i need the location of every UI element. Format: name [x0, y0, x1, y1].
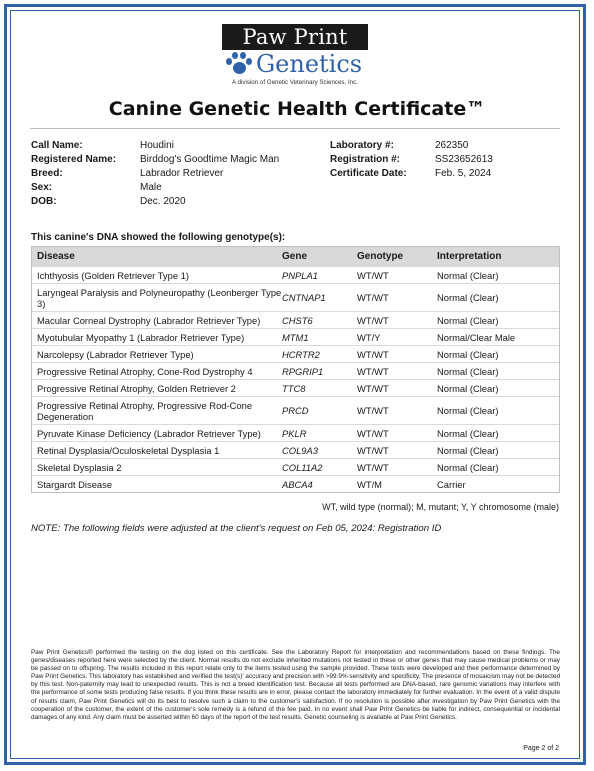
lab-number-label: Laboratory #: [330, 140, 394, 151]
disease-cell: Progressive Retinal Atrophy, Golden Retriever 2 [37, 382, 236, 394]
lab-number-value: 262350 [435, 140, 469, 151]
interpretation-cell: Normal (Clear) [437, 382, 499, 394]
dob-value: Dec. 2020 [140, 196, 186, 207]
sex-value: Male [140, 182, 162, 193]
page-number: Page 2 of 2 [523, 745, 559, 752]
adjustment-note: NOTE: The following fields were adjusted at the client's request on Feb 05, 2024: Registration ID [31, 523, 442, 534]
gene-cell: COL11A2 [282, 461, 323, 473]
dob-label: DOB: [31, 196, 57, 207]
dog-info [31, 139, 279, 209]
certificate-date-label: Certificate Date: [330, 168, 407, 179]
genotype-cell: WT/WT [357, 314, 389, 326]
disease-cell: Macular Corneal Dystrophy (Labrador Retriever Type) [37, 314, 261, 326]
disease-cell: Pyruvate Kinase Deficiency (Labrador Retriever Type) [37, 427, 261, 439]
breed-label: Breed: [31, 168, 63, 179]
paw-print-genetics-logo [222, 24, 368, 88]
paw-icon [224, 51, 254, 77]
table-row [32, 345, 559, 362]
gene-cell: TTC8 [282, 382, 306, 394]
certificate-title: Canine Genetic Health Certificate™ [108, 98, 486, 120]
gene-cell: PKLR [282, 427, 307, 439]
table-row [32, 362, 559, 379]
genotype-legend: WT, wild type (normal); M, mutant; Y, Y chromosome (male) [322, 502, 559, 512]
header-interpretation: Interpretation [437, 251, 502, 262]
table-row [32, 441, 559, 458]
gene-cell: ABCA4 [282, 478, 313, 490]
logo-wordmark-top: Paw Print [222, 24, 368, 50]
table-row [32, 475, 559, 492]
logo-wordmark-bottom: Genetics [256, 50, 363, 78]
genotype-cell: WT/WT [357, 382, 389, 394]
table-row [32, 266, 559, 283]
legal-disclaimer: Paw Print Genetics® performed the testing on the dog listed on this certificate. See the Laboratory Report for interpretation and recommendations based on these findings. The genes/diseases reported here were selected by the client. Normal results do not exclude inherited mutations not tested in these or other genes that may cause medical problems or may be passed on to offspring. The results included in this report relate only to the items tested using the sample provided. These tests were developed and their performance determined by Paw Print Genetics. This laboratory has established and verified the test(s)' accuracy and precision with >99.9% sensitivity and specificity. The presence of mosaicism may not be detected by this test. Non-paternity may lead to unexpected results. This is not a breed identification test. Because all tests performed are DNA-based, rare genomic variations may interfere with the performance of some tests producing false results. If you think these results are in error, please contact the laboratory immediately for further evaluation. In the event of a valid dispute of results claim, Paw Print Genetics will do its best to resolve such a claim to the customer's satisfaction. If no resolution is possible after investigation by Paw Print Genetics with the cooperation of the customer, the extent of the customer's sole remedy is a refund of the fee paid. In no event shall Paw Print Genetics be liable for indirect, consequential or incidental damages of any kind. Any claim must be asserted within 60 days of the report of the test results. Genetic counseling is available at Paw Print Genetics. [31, 649, 560, 721]
genotype-cell: WT/WT [357, 269, 389, 281]
disease-cell: Laryngeal Paralysis and Polyneuropathy (Leonberger Type 3) [37, 286, 282, 309]
disease-cell: Ichthyosis (Golden Retriever Type 1) [37, 269, 189, 281]
gene-cell: MTM1 [282, 331, 309, 343]
interpretation-cell: Carrier [437, 478, 466, 490]
title-divider [30, 128, 560, 129]
genotype-cell: WT/WT [357, 405, 389, 416]
genotype-cell: WT/WT [357, 444, 389, 456]
interpretation-cell: Normal (Clear) [437, 292, 499, 303]
table-header-row [32, 247, 559, 266]
genotype-cell: WT/WT [357, 292, 389, 303]
header-genotype: Genotype [357, 251, 404, 262]
genotype-cell: WT/WT [357, 365, 389, 377]
genotype-table [31, 246, 560, 493]
gene-cell: CNTNAP1 [282, 292, 326, 303]
genotype-section-heading: This canine's DNA showed the following genotype(s): [31, 232, 286, 243]
table-row [32, 458, 559, 475]
interpretation-cell: Normal (Clear) [437, 405, 499, 416]
table-row [32, 283, 559, 311]
interpretation-cell: Normal (Clear) [437, 365, 499, 377]
interpretation-cell: Normal (Clear) [437, 427, 499, 439]
genotype-cell: WT/WT [357, 348, 389, 360]
header-gene: Gene [282, 251, 308, 262]
interpretation-cell: Normal (Clear) [437, 444, 499, 456]
table-row [32, 424, 559, 441]
disease-cell: Progressive Retinal Atrophy, Cone-Rod Dystrophy 4 [37, 365, 253, 377]
genotype-cell: WT/WT [357, 461, 389, 473]
table-row [32, 311, 559, 328]
lab-info [330, 139, 493, 181]
sex-label: Sex: [31, 182, 53, 193]
registration-number-value: SS23652613 [435, 154, 493, 165]
disease-cell: Myotubular Myopathy 1 (Labrador Retriever Type) [37, 331, 245, 343]
disease-cell: Stargardt Disease [37, 478, 113, 490]
registered-name-label: Registered Name: [31, 154, 117, 165]
table-row [32, 379, 559, 396]
gene-cell: HCRTR2 [282, 348, 320, 360]
call-name-value: Houdini [140, 140, 174, 151]
header-disease: Disease [37, 251, 75, 262]
interpretation-cell: Normal (Clear) [437, 348, 499, 360]
gene-cell: PNPLA1 [282, 269, 318, 281]
call-name-label: Call Name: [31, 140, 83, 151]
table-row [32, 328, 559, 345]
certificate-date-value: Feb. 5, 2024 [435, 168, 492, 179]
disease-cell: Progressive Retinal Atrophy, Progressive Rod-Cone Degeneration [37, 399, 253, 422]
disease-cell: Skeletal Dysplasia 2 [37, 461, 122, 473]
registered-name-value: Birddog's Goodtime Magic Man [140, 154, 280, 165]
interpretation-cell: Normal (Clear) [437, 314, 499, 326]
genotype-cell: WT/M [357, 478, 382, 490]
interpretation-cell: Normal (Clear) [437, 269, 499, 281]
interpretation-cell: Normal (Clear) [437, 461, 499, 473]
registration-number-label: Registration #: [330, 154, 401, 165]
logo-subtitle: A division of Genetic Veterinary Sciences, Inc. [232, 79, 358, 86]
gene-cell: PRCD [282, 405, 309, 416]
gene-cell: CHST6 [282, 314, 313, 326]
breed-value: Labrador Retriever [140, 168, 224, 179]
table-row [32, 396, 559, 424]
gene-cell: RPGRIP1 [282, 365, 324, 377]
gene-cell: COL9A3 [282, 444, 318, 456]
disease-cell: Retinal Dysplasia/Oculoskeletal Dysplasia 1 [37, 444, 220, 456]
interpretation-cell: Normal/Clear Male [437, 331, 516, 343]
genotype-cell: WT/WT [357, 427, 389, 439]
genotype-cell: WT/Y [357, 331, 381, 343]
disease-cell: Narcolepsy (Labrador Retriever Type) [37, 348, 194, 360]
